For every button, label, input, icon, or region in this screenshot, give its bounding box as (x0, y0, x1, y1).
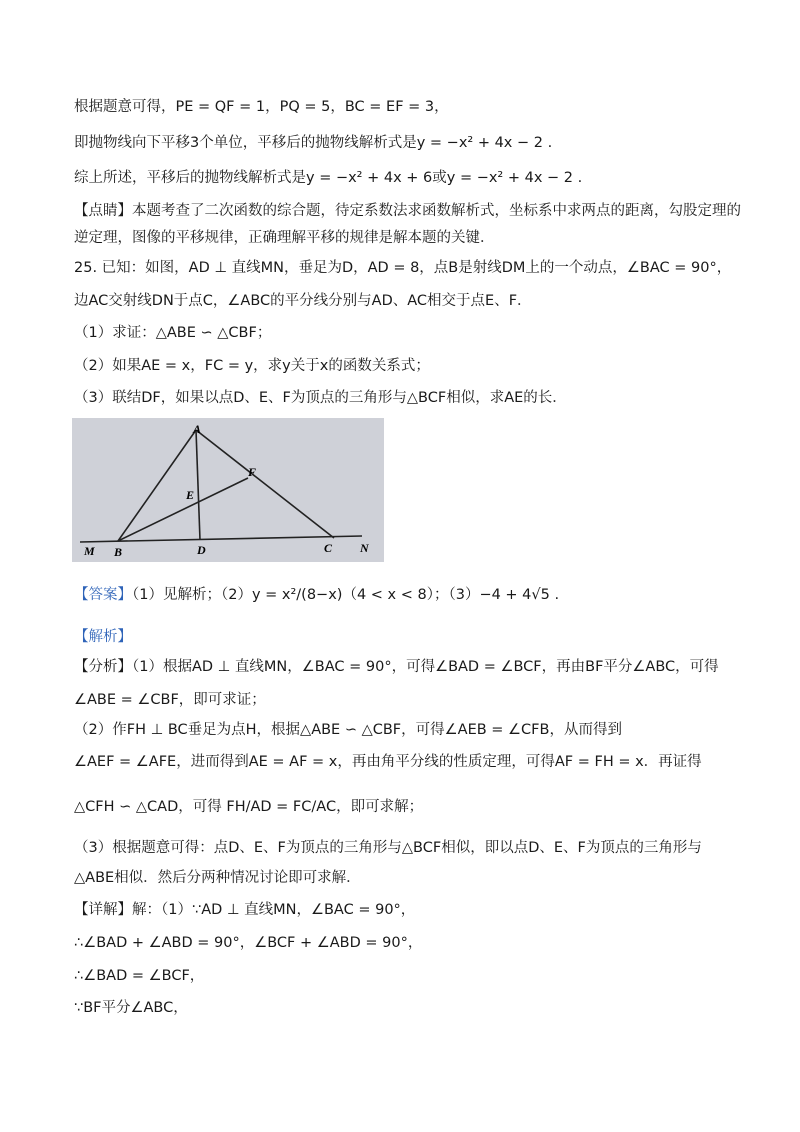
text-l17: △CFH ∽ △CAD，可得 FH/AD = FC/AC，即可求解； (74, 799, 424, 815)
text-l7: 边AC交射线DN于点C，∠ABC的平分线分别与AD、AC相交于点E、F． (74, 293, 532, 309)
line-15 (74, 719, 760, 741)
segment-bf (118, 478, 248, 541)
text-l3: 综上所述，平移后的抛物线解析式是y = −x² + 4x + 6或y = −x² + 4x − 2 . (74, 170, 583, 186)
text-l14: ∠ABE = ∠CBF，即可求证； (74, 692, 266, 708)
line-6 (74, 257, 760, 279)
label-c: C (324, 541, 333, 555)
text-l18: （3）根据题意可得：点D、E、F为顶点的三角形与△BCF相似，即以点D、E、F为顶点的三角形与 (74, 840, 702, 856)
question-part-2: （2）如果AE = x，FC = y，求y关于x的函数关系式； (74, 358, 430, 374)
line-8 (74, 322, 760, 344)
text-l20: 【详解】解：（1）∵AD ⊥ 直线MN，∠BAC = 90°， (74, 902, 416, 918)
answer-text: （1）见解析；（2）y = x²/(8−x)（4 < x < 8）；（3）−4 + 4√5 . (132, 587, 560, 603)
line-22 (74, 965, 760, 987)
text-l23: ∵BF平分∠ABC， (74, 1000, 188, 1016)
line-9 (74, 355, 760, 377)
label-f: F (248, 465, 257, 479)
line-18 (74, 837, 760, 859)
triangle-diagram (72, 418, 384, 562)
answer-tag: 【答案】 (74, 587, 132, 603)
line-17 (74, 796, 760, 818)
question-part-1: （1）求证：△ABE ∽ △CBF； (74, 325, 272, 341)
text-l1: 根据题意可得，PE = QF = 1，PQ = 5，BC = EF = 3， (74, 99, 449, 115)
segment-ad (196, 430, 200, 540)
text-l15: （2）作FH ⊥ BC垂足为点H，根据△ABE ∽ △CBF，可得∠AEB = ∠CFB，从而得到 (74, 722, 622, 738)
label-b: B (114, 545, 123, 559)
line-3 (74, 167, 760, 189)
line-14 (74, 689, 760, 711)
line-5 (74, 227, 760, 249)
segment-ab (118, 430, 196, 541)
label-m: M (84, 544, 95, 558)
line-2 (74, 132, 760, 154)
question-part-3: （3）联结DF，如果以点D、E、F为顶点的三角形与△BCF相似，求AE的长． (74, 390, 567, 406)
line-10 (74, 387, 760, 409)
text-l5: 逆定理，图像的平移规律，正确理解平移的规律是解本题的关键． (74, 230, 495, 246)
line-4 (74, 200, 760, 222)
label-a: A (193, 422, 202, 436)
line-1 (74, 96, 760, 118)
segment-ac (196, 430, 334, 538)
line-7 (74, 290, 760, 312)
line-16 (74, 751, 760, 773)
line-19 (74, 867, 760, 889)
question-25-stem: 25. 已知：如图，AD ⊥ 直线MN，垂足为D，AD = 8，点B是射线DM上的一个动点，∠BAC = 90°， (74, 260, 732, 276)
answer-line (74, 584, 760, 606)
analysis-heading (74, 626, 760, 648)
text-l19: △ABE相似．然后分两种情况讨论即可求解． (74, 870, 361, 886)
analysis-tag: 【解析】 (74, 629, 132, 645)
geometry-figure (72, 418, 384, 562)
text-l16: ∠AEF = ∠AFE，进而得到AE = AF = x，再由角平分线的性质定理，可得AF = FH = x．再证得 (74, 754, 702, 770)
line-13 (74, 656, 760, 678)
line-21 (74, 932, 760, 954)
line-23 (74, 997, 760, 1019)
text-l13: 【分析】（1）根据AD ⊥ 直线MN，∠BAC = 90°，可得∠BAD = ∠BCF，再由BF平分∠ABC，可得 (74, 659, 719, 675)
label-d: D (197, 543, 206, 557)
label-e: E (186, 488, 195, 502)
label-n: N (360, 541, 369, 555)
text-l2: 即抛物线向下平移3个单位，平移后的抛物线解析式是y = −x² + 4x − 2 . (74, 135, 553, 151)
text-l21: ∴∠BAD + ∠ABD = 90°，∠BCF + ∠ABD = 90°， (74, 935, 423, 951)
text-l4: 【点睛】本题考查了二次函数的综合题，待定系数法求函数解析式，坐标系中求两点的距离，勾股定理的 (74, 203, 741, 219)
text-l22: ∴∠BAD = ∠BCF， (74, 968, 205, 984)
line-20 (74, 899, 760, 921)
